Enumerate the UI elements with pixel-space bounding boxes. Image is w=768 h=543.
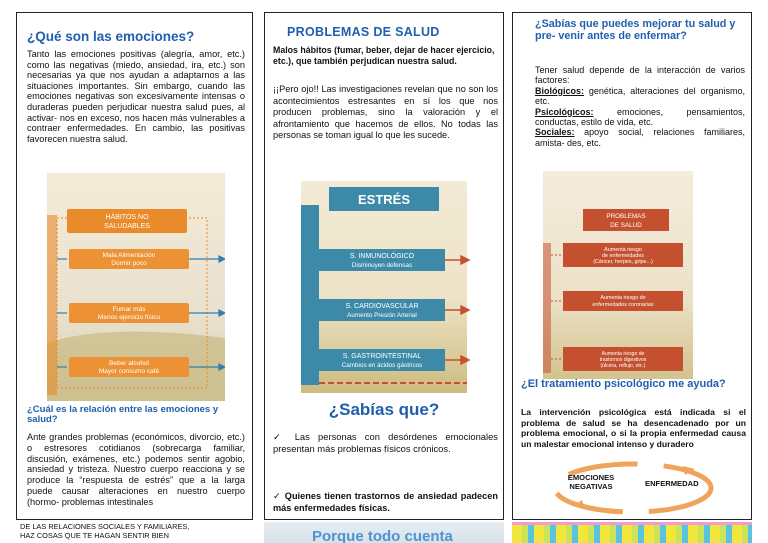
panel-body-2: Ante grandes problemas (económicos, divorcio, etc.) o estresores cotidianos (sobrecarga familiar, discusión, exámenes, etc.) podemos sentir agobio, ansiedad y tristeza. Nuestro cuerpo reacciona y se produce la “respuesta de estrés” que a la larga puede causar alteraciones en nuestro cuerpo (hormo- problemas intestinales xyxy=(27,432,245,507)
panel-body xyxy=(535,65,745,148)
svg-text:S. CARDIOVASCULAR: S. CARDIOVASCULAR xyxy=(345,303,419,310)
svg-text:PROBLEMAS: PROBLEMAS xyxy=(606,213,646,220)
strip-text: DE LAS RELACIONES SOCIALES Y FAMILIARES, xyxy=(20,522,190,531)
svg-text:de enfermedades: de enfermedades xyxy=(602,253,644,259)
cycle-diagram xyxy=(533,459,733,517)
svg-text:S. INMUNOLÓGICO: S. INMUNOLÓGICO xyxy=(349,253,415,260)
panel-title: ¿Qué son las emociones? xyxy=(27,29,195,44)
svg-text:Aumenta riesgo: Aumenta riesgo xyxy=(604,247,642,253)
svg-text:(Cáncer, herpes, gripe...): (Cáncer, herpes, gripe...) xyxy=(593,259,653,265)
svg-text:(úlcera, reflujo, etc.): (úlcera, reflujo, etc.) xyxy=(600,363,646,369)
factor-text: genética, alteraciones del organismo, etc. xyxy=(535,85,745,107)
svg-text:enfermedades coronarias: enfermedades coronarias xyxy=(592,302,654,308)
risk-box-2 xyxy=(563,291,683,311)
factor-text: emociones, pensamientos, conductas, estilo de vida, etc. xyxy=(535,106,745,128)
svg-text:Disminuyen defensas: Disminuyen defensas xyxy=(351,262,413,269)
cycle-label-right: ENFERMEDAD xyxy=(645,479,699,488)
svg-text:Dormir poco: Dormir poco xyxy=(111,260,147,267)
estres-diagram xyxy=(273,171,495,393)
factor-label: Biológicos: xyxy=(535,85,584,96)
panel-lead: Malos hábitos (fumar, beber, dejar de hacer ejercicio, etc.), que también perjudican nuestra salud. xyxy=(273,45,495,66)
stress-box-2 xyxy=(319,299,445,321)
habit-box-1 xyxy=(69,249,189,269)
svg-text:Aumenta riesgo de: Aumenta riesgo de xyxy=(600,295,646,301)
next-page-strip xyxy=(512,522,752,543)
bullet-item: ✓ Las personas con desórdenes emocionales presentan más problemas físicos crónicos. xyxy=(273,431,498,454)
svg-text:DE SALUD: DE SALUD xyxy=(610,222,642,229)
risk-box-3 xyxy=(563,347,683,371)
svg-text:Beber alcohol: Beber alcohol xyxy=(109,360,149,367)
next-page-strip xyxy=(16,522,253,543)
factor-label: Psicológicos: xyxy=(535,106,594,117)
panel-subtitle: ¿Cuál es la relación entre las emociones y salud? xyxy=(27,404,219,425)
svg-text:Aumento Presión Arterial: Aumento Presión Arterial xyxy=(347,312,417,319)
svg-text:ESTRÉS: ESTRÉS xyxy=(357,192,411,207)
intro-text: Tener salud depende de la interacción de varios factores: xyxy=(535,65,745,86)
strip-text: HAZ COSAS QUE TE HAGAN SENTIR BIEN xyxy=(20,531,169,540)
habitos-diagram xyxy=(47,173,225,401)
factor-text: apoyo social, relaciones familiares, amista- des, etc. xyxy=(535,127,745,148)
svg-text:Menos ejercicio físico: Menos ejercicio físico xyxy=(97,314,161,321)
svg-text:Mala Alimentación: Mala Alimentación xyxy=(102,252,156,259)
cycle-label-left: EMOCIONES NEGATIVAS xyxy=(567,473,615,491)
svg-text:Fumar más: Fumar más xyxy=(112,306,146,313)
panel-title: ¿Sabías que puedes mejorar tu salud y pre- venir antes de enfermar? xyxy=(535,18,736,42)
svg-text:SALUDABLES: SALUDABLES xyxy=(104,223,150,230)
panel-subtitle: ¿El tratamiento psicológico me ayuda? xyxy=(521,378,726,390)
strip-heading: Porque todo cuenta xyxy=(312,528,453,543)
problemas-salud-diagram xyxy=(543,171,693,379)
svg-text:S. GASTROINTESTINAL: S. GASTROINTESTINAL xyxy=(342,353,422,360)
panel-emociones xyxy=(16,12,253,520)
svg-text:Cambios en ácidos gástricos: Cambios en ácidos gástricos xyxy=(341,362,423,369)
habit-box-2 xyxy=(69,303,189,323)
bullet-item: ✓ Quienes tienen trastornos de ansiedad padecen más enfermedades físicas. xyxy=(273,491,498,513)
diagram-header: HÁBITOS NO xyxy=(105,214,149,221)
risk-box-1 xyxy=(563,243,683,267)
panel-prevenir xyxy=(512,12,752,520)
svg-text:trastornos digestivos: trastornos digestivos xyxy=(599,357,647,363)
factor-label: Sociales: xyxy=(535,127,575,138)
habit-box-3 xyxy=(69,357,189,377)
svg-text:Aumenta riesgo de: Aumenta riesgo de xyxy=(601,351,645,357)
svg-text:Mayor consumo café: Mayor consumo café xyxy=(98,368,160,375)
decorative-edge xyxy=(512,522,752,525)
section-heading: ¿Sabías que? xyxy=(328,400,440,419)
panel-body: Tanto las emociones positivas (alegría, amor, etc.) como las negativas (miedo, ansiedad, ira, etc.) son necesarias ya que nos ayudan a adaptarnos a las situaciones importantes. Sin embargo, cuando las emociones negativas son excesivamente intensas o duraderas pueden perjudicar nuestra salud pues, al activar- nos en exceso, nos hacen más vulnerables a contraer enfermedades. En cambio, las positivas favorecen nuestra salud. xyxy=(27,49,245,144)
panel-body-2: La intervención psicológica está indicada si el problema de salud se ha desencadenado por un problema emocional, o si la propia enfermedad causa un malestar emocional intenso y duradero xyxy=(521,407,746,449)
panel-body: ¡¡Pero ojo!! Las investigaciones revelan que no son los acontecimientos estresantes en sí los que nos producen problemas, sino la valoración y el afrontamiento que hacemos de ellos. No todas las personas se toman igual lo que les sucede. xyxy=(273,84,498,141)
stress-box-1 xyxy=(319,249,445,271)
next-page-strip xyxy=(264,522,504,543)
panel-title: PROBLEMAS DE SALUD xyxy=(287,25,440,39)
stress-box-3 xyxy=(319,349,445,371)
panel-problemas xyxy=(264,12,504,520)
